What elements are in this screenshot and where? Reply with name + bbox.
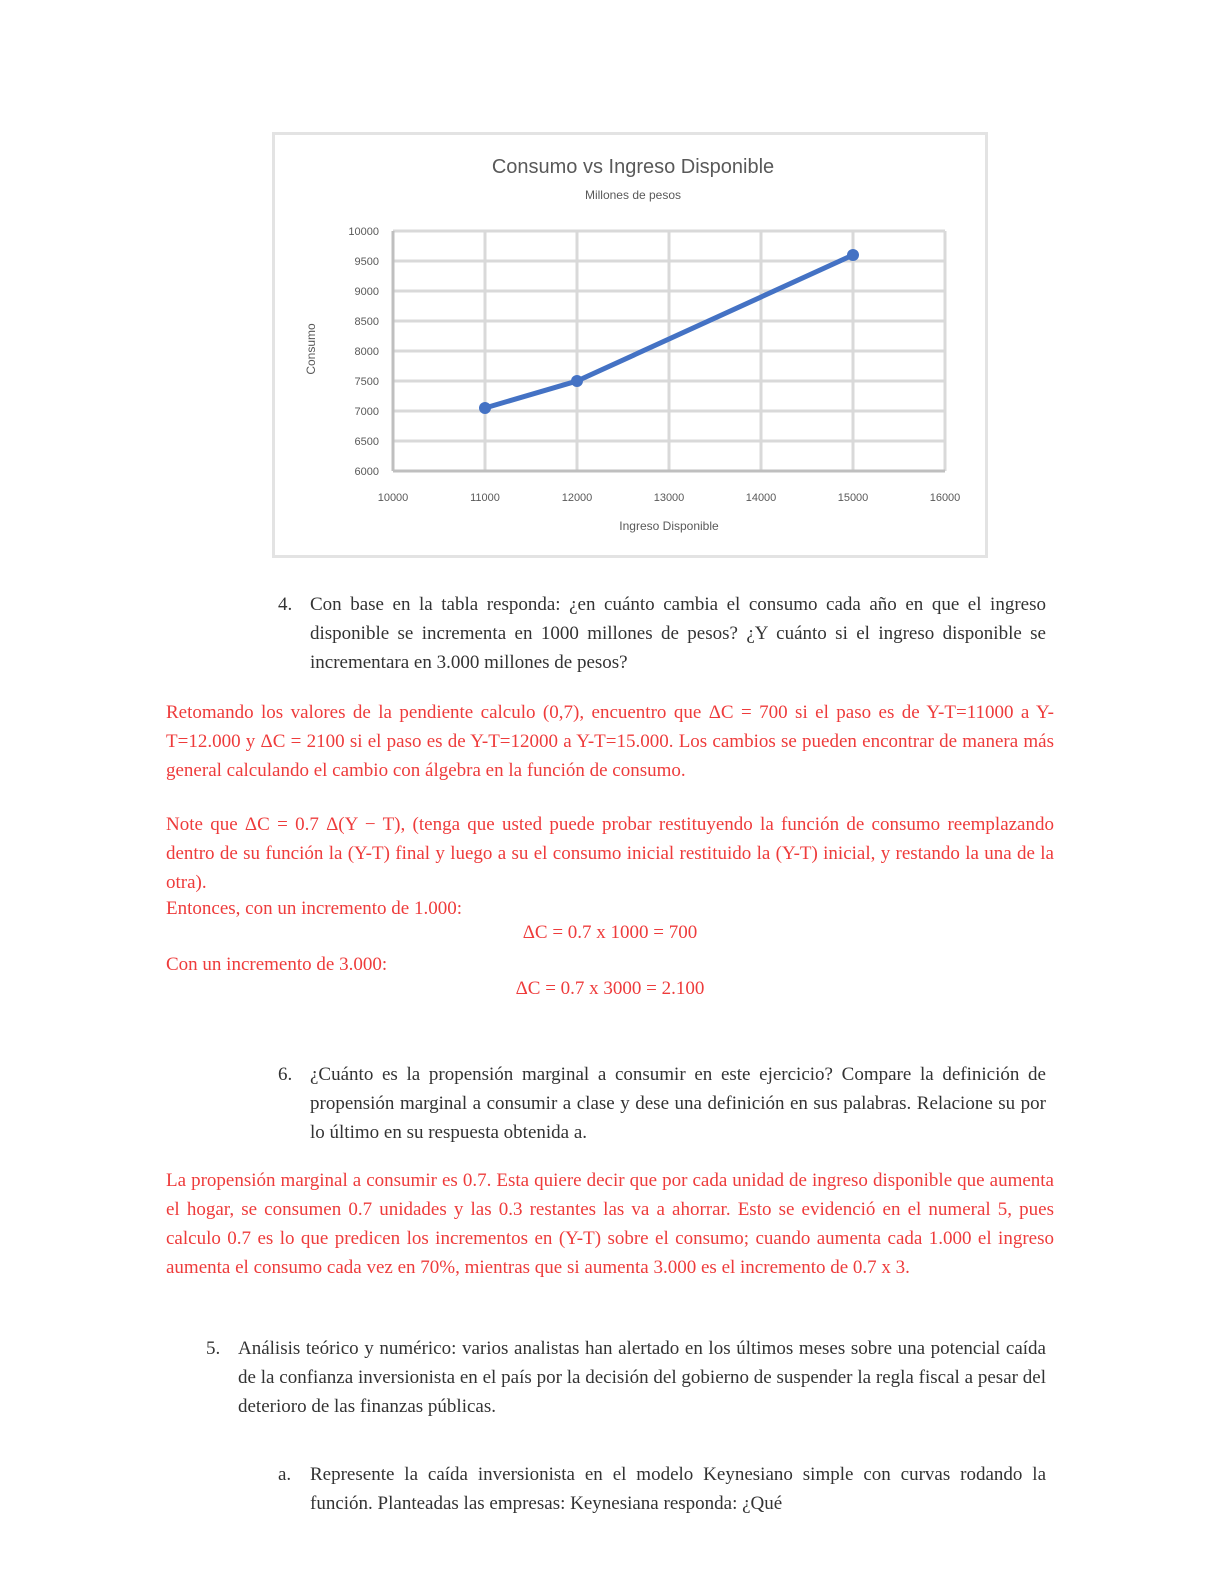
data-point xyxy=(847,249,859,261)
answer-6-text: La propensión marginal a consumir es 0.7. Esta quiere decir que por cada unidad de ingreso disponible que aumenta el hogar, se consumen 0.7 unidades y las 0.3 restantes las va a ahorrar. Esto se evidenció en el numeral 5, pues calculo 0.7 es lo que predicen los incrementos en (Y-T) sobre el consumo; cuando aumenta cada 1.000 el ingreso aumenta el consumo cada vez en 70%, mientras que si aumenta 3.000 es el incremento de 0.7 x 3. xyxy=(166,1170,1054,1278)
y-tick-label: 10000 xyxy=(348,226,379,238)
question-a-number: a. xyxy=(278,1464,292,1485)
x-tick-label: 16000 xyxy=(929,492,961,504)
consumption-chart xyxy=(272,132,988,558)
answer-4-paragraph-3: Entonces, con un incremento de 1.000: xyxy=(166,898,463,919)
chart-xlabel: Ingreso Disponible xyxy=(619,519,719,533)
question-6-number: 6. xyxy=(278,1064,293,1085)
question-5-number: 5. xyxy=(206,1338,221,1359)
data-point xyxy=(571,375,583,387)
chart-ylabel: Consumo xyxy=(304,323,318,375)
question-4-text: Con base en la tabla responda: ¿en cuánto cambia el consumo cada año en que el ingreso disponible se incrementa en 1000 millones de pesos? ¿Y cuánto si el ingreso disponible se incrementara en 3.000 millones de pesos? xyxy=(310,594,1046,673)
y-tick-label: 9500 xyxy=(354,256,379,268)
equation-3000: ΔC = 0.7 x 3000 = 2.100 xyxy=(515,978,705,999)
y-tick-label: 6500 xyxy=(354,436,379,448)
chart-svg xyxy=(275,135,985,555)
answer-4-paragraph-1: Retomando los valores de la pendiente calculo (0,7), encuentro que ΔC = 700 si el paso es de Y-T=11000 a Y-T=12.000 y ΔC = 2100 si el paso es de Y-T=12000 a Y-T=15.000. Los cambios se pueden encontrar de manera más general calculando el cambio con álgebra en la función de consumo. xyxy=(166,702,1054,781)
y-tick-label: 6000 xyxy=(354,466,379,478)
answer-4-paragraph-2: Note que ΔC = 0.7 Δ(Y − T), (tenga que usted puede probar restituyendo la función de consumo reemplazando dentro de su función la (Y-T) final y luego a su el consumo inicial restituido la (Y-T) inicial, y restando la una de la otra). xyxy=(166,814,1054,893)
equation-1000: ΔC = 0.7 x 1000 = 700 xyxy=(522,922,698,943)
question-a-text: Represente la caída inversionista en el modelo Keynesiano simple con curvas rodando la función. Planteadas las empresas: Keynesiana responda: ¿Qué xyxy=(310,1464,1046,1514)
x-tick-label: 15000 xyxy=(837,492,869,504)
y-tick-label: 7500 xyxy=(354,376,379,388)
y-tick-label: 7000 xyxy=(354,406,379,418)
data-point xyxy=(479,402,491,414)
x-tick-label: 13000 xyxy=(653,492,685,504)
answer-4-paragraph-4: Con un incremento de 3.000: xyxy=(166,954,388,975)
y-tick-label: 9000 xyxy=(354,286,379,298)
chart-subtitle: Millones de pesos xyxy=(584,188,682,202)
question-6-text: ¿Cuánto es la propensión marginal a consumir en este ejercicio? Compare la definición de propensión marginal a consumir a clase y dese una definición en sus palabras. Relacione su por lo último en su respuesta obtenida a. xyxy=(310,1064,1046,1143)
question-4-number: 4. xyxy=(278,594,293,615)
chart-title: Consumo vs Ingreso Disponible xyxy=(491,156,775,178)
y-tick-label: 8500 xyxy=(354,316,379,328)
x-tick-label: 14000 xyxy=(745,492,777,504)
x-tick-label: 10000 xyxy=(377,492,409,504)
y-tick-label: 8000 xyxy=(354,346,379,358)
question-5-text: Análisis teórico y numérico: varios analistas han alertado en los últimos meses sobre una potencial caída de la confianza inversionista en el país por la decisión del gobierno de suspender la regla fiscal a pesar del deterioro de las finanzas públicas. xyxy=(238,1338,1046,1417)
x-tick-label: 12000 xyxy=(561,492,593,504)
x-tick-label: 11000 xyxy=(470,492,500,504)
